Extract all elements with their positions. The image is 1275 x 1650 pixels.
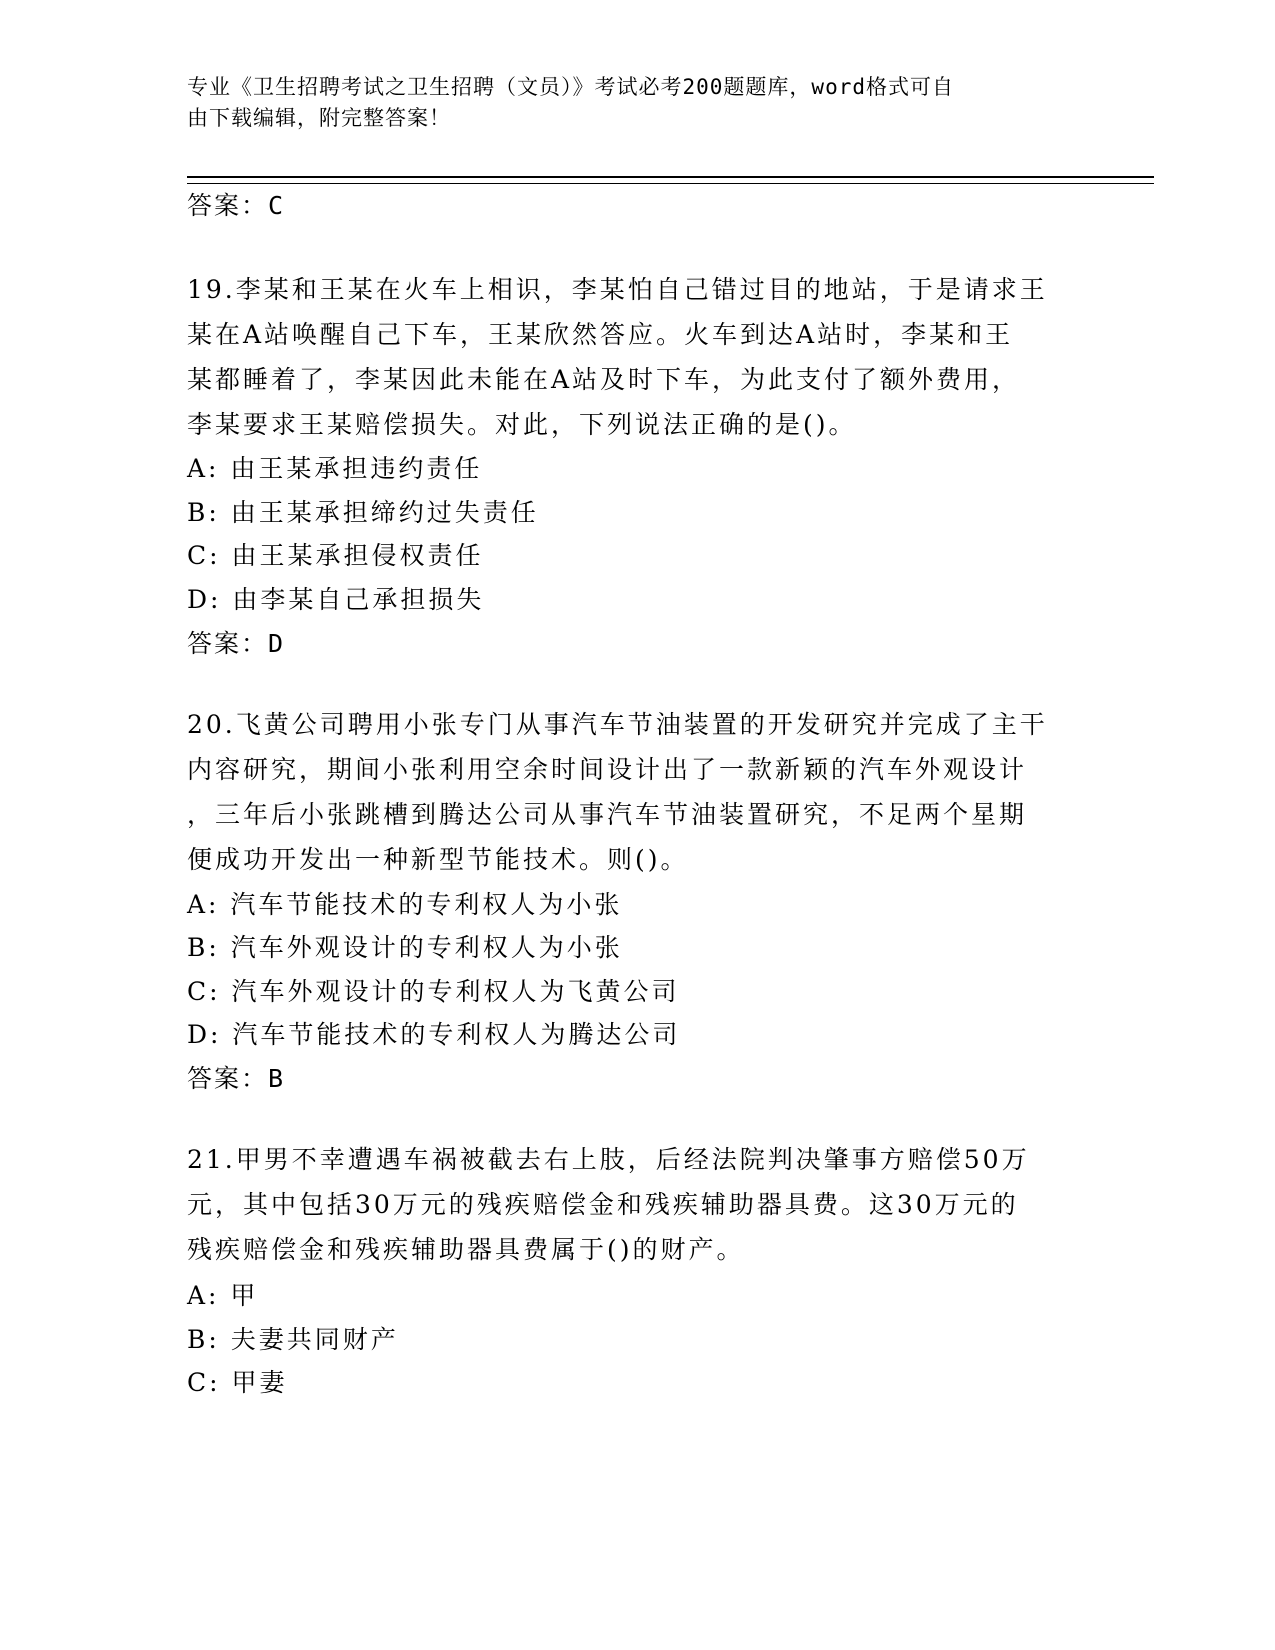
question-line: 19.李某和王某在火车上相识，李某怕自己错过目的地站，于是请求王 bbox=[187, 275, 1048, 304]
q20-option-a: A: 汽车节能技术的专利权人为小张 bbox=[187, 890, 623, 919]
q19-option-b: B: 由王某承担缔约过失责任 bbox=[187, 498, 539, 527]
q20-option-c: C: 汽车外观设计的专利权人为飞黄公司 bbox=[187, 977, 680, 1006]
answer-previous: 答案：C bbox=[187, 191, 286, 220]
question-line: 便成功开发出一种新型节能技术。则()。 bbox=[187, 845, 689, 874]
header-rule-thick bbox=[187, 176, 1154, 178]
question-line: 元，其中包括30万元的残疾赔偿金和残疾辅助器具费。这30万元的 bbox=[187, 1190, 1019, 1219]
question-line: 21.甲男不幸遭遇车祸被截去右上肢，后经法院判决肇事方赔偿50万 bbox=[187, 1145, 1030, 1174]
question-line: 残疾赔偿金和残疾辅助器具费属于()的财产。 bbox=[187, 1235, 745, 1264]
q19-option-c: C: 由王某承担侵权责任 bbox=[187, 541, 484, 570]
q19-option-d: D: 由李某自己承担损失 bbox=[187, 585, 485, 614]
header-rule-thin bbox=[187, 183, 1154, 184]
question-line: ，三年后小张跳槽到腾达公司从事汽车节油装置研究，不足两个星期 bbox=[187, 800, 1028, 829]
q21-option-a: A: 甲 bbox=[187, 1281, 259, 1310]
header-line-2: 由下载编辑，附完整答案！ bbox=[187, 106, 451, 130]
question-line: 李某要求王某赔偿损失。对此，下列说法正确的是()。 bbox=[187, 410, 857, 439]
question-line: 内容研究，期间小张利用空余时间设计出了一款新颖的汽车外观设计 bbox=[187, 755, 1028, 784]
header-line-1: 专业《卫生招聘考试之卫生招聘（文员）》考试必考200题题库，word格式可自 bbox=[187, 75, 954, 99]
question-21 bbox=[187, 1137, 1087, 1272]
q20-answer: 答案：B bbox=[187, 1064, 286, 1093]
q20-option-b: B: 汽车外观设计的专利权人为小张 bbox=[187, 933, 623, 962]
q21-option-b: B: 夫妻共同财产 bbox=[187, 1325, 399, 1354]
question-line: 某在A站唤醒自己下车，王某欣然答应。火车到达A站时，李某和王 bbox=[187, 320, 1014, 349]
q19-answer: 答案：D bbox=[187, 629, 286, 658]
question-line: 某都睡着了，李某因此未能在A站及时下车，为此支付了额外费用， bbox=[187, 365, 1021, 394]
q19-option-a: A: 由王某承担违约责任 bbox=[187, 454, 483, 483]
q20-option-d: D: 汽车节能技术的专利权人为腾达公司 bbox=[187, 1020, 681, 1049]
question-20 bbox=[187, 702, 1087, 882]
question-line: 20.飞黄公司聘用小张专门从事汽车节油装置的开发研究并完成了主干 bbox=[187, 710, 1048, 739]
question-19 bbox=[187, 267, 1087, 447]
q21-option-c: C: 甲妻 bbox=[187, 1368, 288, 1397]
document-header bbox=[187, 72, 1087, 134]
